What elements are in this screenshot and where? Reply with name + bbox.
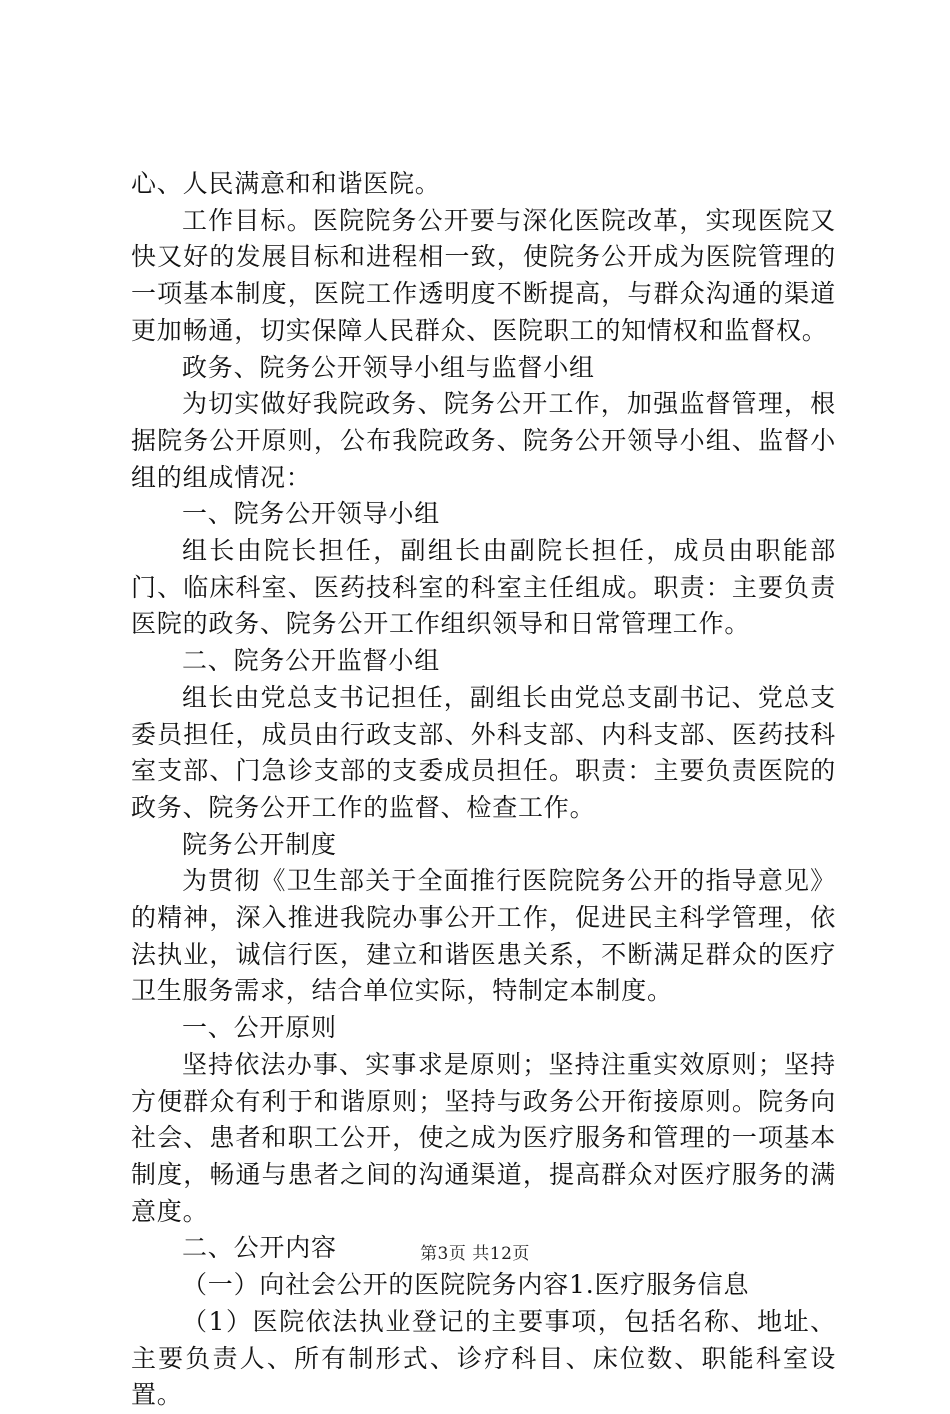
paragraph-work-goal: 工作目标。医院院务公开要与深化医院改革，实现医院又快又好的发展目标和进程相一致，使院务公开成为医院管理的一项基本制度，医院工作透明度不断提高，与群众沟通的渠道更加畅通，切实保障人民群众、医院职工的知情权和监督权。	[131, 205, 836, 345]
subheading-content: 二、公开内容	[182, 1233, 337, 1263]
paragraph-principles: 坚持依法办事、实事求是原则；坚持注重实效原则；坚持方便群众有利于和谐原则；坚持与政务公开衔接原则。院务向社会、患者和职工公开，使之成为医疗服务和管理的一项基本制度，畅通与患者之间的沟通渠道，提高群众对医疗服务的满意度。	[131, 1049, 836, 1226]
subheading-leading-group: 一、院务公开领导小组	[182, 499, 441, 529]
paragraph-supervision-group: 组长由党总支书记担任，副组长由党总支副书记、党总支委员担任，成员由行政支部、外科支部、内科支部、医药技科室支部、门急诊支部的支委成员担任。职责：主要负责医院的政务、院务公开工作的监督、检查工作。	[131, 682, 836, 822]
paragraph-leading-group: 组长由院长担任，副组长由副院长担任，成员由职能部门、临床科室、医药技科室的科室主任组成。职责：主要负责医院的政务、院务公开工作组织领导和日常管理工作。	[131, 536, 836, 639]
page-number-footer: 第3页 共12页	[420, 1244, 530, 1264]
section-heading-groups: 政务、院务公开领导小组与监督小组	[182, 352, 595, 382]
paragraph-continuation: 心、人民满意和和谐医院。	[131, 169, 441, 198]
paragraph-groups-intro: 为切实做好我院政务、院务公开工作，加强监督管理，根据院务公开原则，公布我院政务、院务公开领导小组、监督小组的组成情况：	[131, 389, 836, 492]
subheading-supervision-group: 二、院务公开监督小组	[182, 646, 441, 676]
subheading-principles: 一、公开原则	[182, 1013, 337, 1043]
paragraph-system-intro: 为贯彻《卫生部关于全面推行医院院务公开的指导意见》的精神，深入推进我院办事公开工作，促进民主科学管理，依法执业，诚信行医，建立和谐医患关系，不断满足群众的医疗卫生服务需求，结合单位实际，特制定本制度。	[131, 866, 836, 1006]
document-body	[131, 166, 836, 1414]
paragraph-public-content: （一）向社会公开的医院院务内容1.医疗服务信息	[182, 1270, 750, 1300]
section-heading-system: 院务公开制度	[182, 829, 337, 859]
paragraph-registration-items: （1）医院依法执业登记的主要事项，包括名称、地址、主要负责人、所有制形式、诊疗科目、床位数、职能科室设置。	[131, 1306, 836, 1410]
